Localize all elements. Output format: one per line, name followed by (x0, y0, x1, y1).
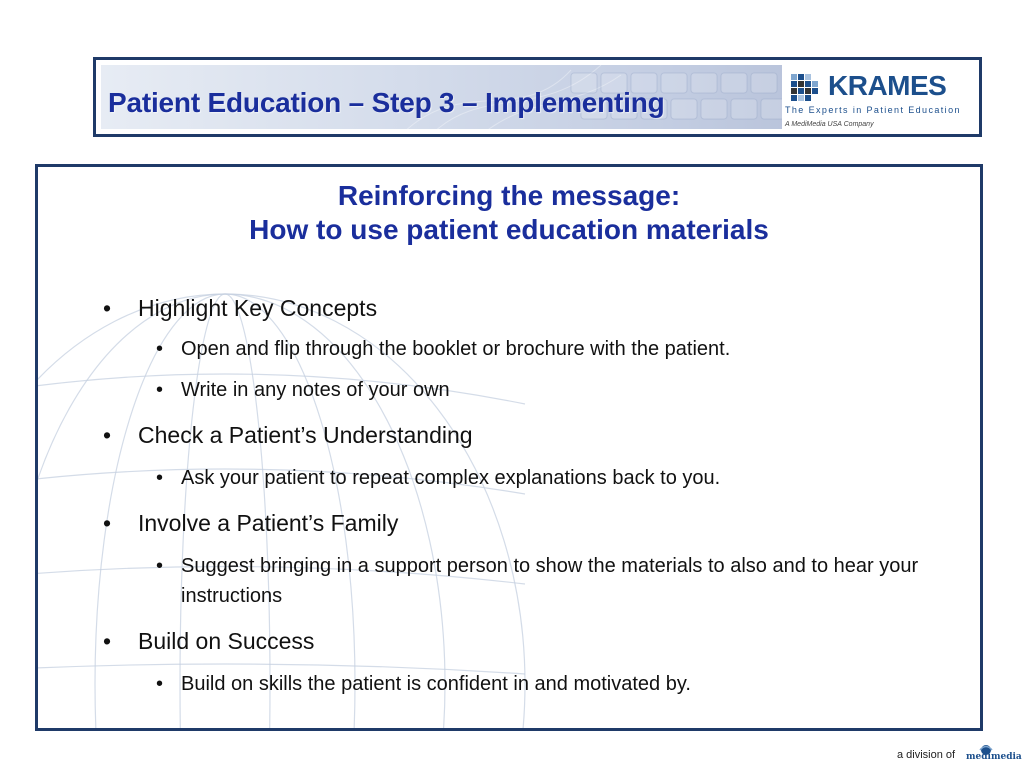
krames-logo-mark-icon (791, 74, 825, 102)
krames-subtitle: A MediMedia USA Company (785, 121, 874, 128)
krames-tagline: The Experts in Patient Education (785, 105, 961, 115)
bullet-dot-icon: • (156, 379, 164, 401)
bullet-dot-icon: • (103, 628, 112, 654)
footer (890, 744, 1020, 766)
sub-list-item-text: Ask your patient to repeat complex explanations back to you. (181, 467, 721, 489)
bullet-dot-icon: • (156, 467, 164, 489)
bullet-dot-icon: • (156, 555, 164, 577)
sub-list-item-text: Write in any notes of your own (181, 379, 450, 401)
banner-background (101, 65, 974, 129)
bullet-dot-icon: • (156, 673, 164, 695)
bullet-dot-icon: • (156, 338, 164, 360)
krames-wordmark: KRAMES (828, 70, 947, 101)
section-title-line-2: How to use patient education materials (249, 214, 769, 245)
list-item-label: Build on Success (138, 628, 315, 654)
header-banner (93, 57, 982, 137)
krames-logo (782, 65, 974, 129)
bullet-dot-icon: • (103, 422, 112, 448)
bullet-dot-icon: • (103, 295, 112, 321)
bullet-dot-icon: • (103, 510, 112, 536)
sub-list-item-text: Build on skills the patient is confident in and motivated by. (181, 673, 691, 695)
sub-list-item-text: Suggest bringing in a support person to show the materials to also and to hear your instructions (181, 555, 919, 607)
list-item-label: Involve a Patient’s Family (138, 510, 399, 536)
content-panel (35, 164, 983, 731)
footer-division-text: a division of (897, 749, 956, 761)
list-item-label: Highlight Key Concepts (138, 295, 378, 321)
list-item-label: Check a Patient’s Understanding (138, 422, 473, 448)
medimedia-wordmark: medimedia (966, 752, 1022, 762)
page-title: Patient Education – Step 3 – Implementing (108, 87, 665, 118)
bullet-list (38, 167, 980, 728)
section-title-line-1: Reinforcing the message: (337, 180, 681, 211)
sub-list-item-text: Open and flip through the booklet or brochure with the patient. (181, 338, 731, 360)
